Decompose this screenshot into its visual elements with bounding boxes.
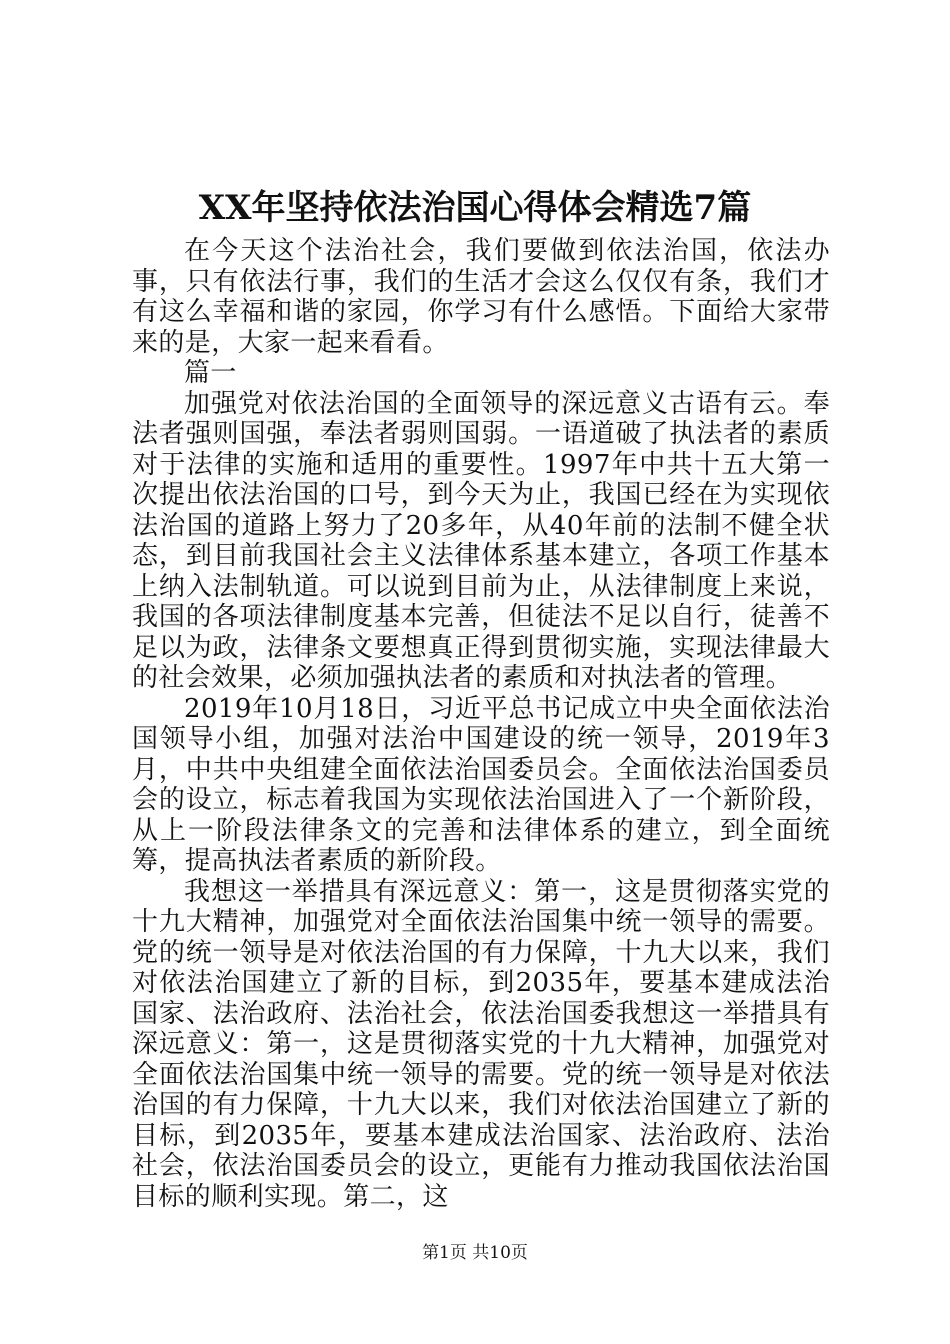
intro-paragraph: 在今天这个法治社会，我们要做到依法治国，依法办事，只有依法行事，我们的生活才会这么仅仅有条，我们才有这么幸福和谐的家园，你学习有什么感悟。下面给大家带来的是，大家一起来看看。 [132, 236, 830, 358]
document-title: XX年坚持依法治国心得体会精选7篇 [198, 188, 752, 228]
body-paragraph: 我想这一举措具有深远意义：第一，这是贯彻落实党的十九大精神，加强党对全面依法治国集中统一领导的需要。党的统一领导是对依法治国的有力保障，十九大以来，我们对依法治国建立了新的目标，到2035年，要基本建成法治国家、法治政府、法治社会，依法治国委我想这一举措具有深远意义：第一，这是贯彻落实党的十九大精神，加强党对全面依法治国集中统一领导的需要。党的统一领导是对依法治国的有力保障，十九大以来，我们对依法治国建立了新的目标，到2035年，要基本建成法治国家、法治政府、法治社会，依法治国委员会的设立，更能有力推动我国依法治国目标的顺利实现。第二，这 [132, 876, 830, 1212]
section-heading: 篇一 [184, 358, 237, 388]
body-paragraph: 加强党对依法治国的全面领导的深远意义古语有云。奉法者强则国强，奉法者弱则国弱。一语道破了执法者的素质对于法律的实施和适用的重要性。1997年中共十五大第一次提出依法治国的口号，到今天为止，我国已经在为实现依法治国的道路上努力了20多年，从40年前的法制不健全状态，到目前我国社会主义法律体系基本建立，各项工作基本上纳入法制轨道。可以说到目前为止，从法律制度上来说，我国的各项法律制度基本完善，但徒法不足以自行，徒善不足以为政，法律条文要想真正得到贯彻实施，实现法律最大的社会效果，必须加强执法者的素质和对执法者的管理。 [132, 388, 830, 693]
document-body [132, 236, 830, 1212]
body-paragraph: 2019年10月18日，习近平总书记成立中央全面依法治国领导小组，加强对法治中国建设的统一领导，2019年3月，中共中央组建全面依法治国委员会。全面依法治国委员会的设立，标志着我国为实现依法治国进入了一个新阶段，从上一阶段法律条文的完善和法律体系的建立，到全面统筹，提高执法者素质的新阶段。 [132, 693, 830, 876]
page-number-footer: 第1页 共10页 [422, 1243, 528, 1263]
